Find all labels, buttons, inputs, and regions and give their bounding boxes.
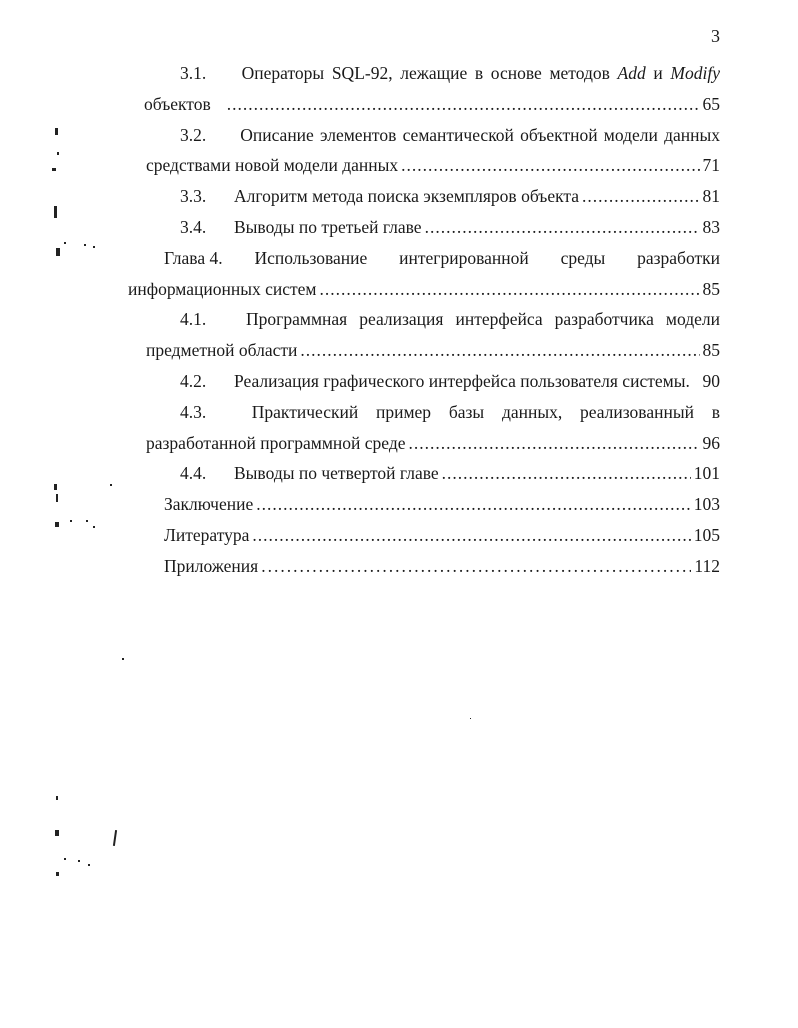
scan-speck: [55, 522, 59, 527]
title-word: данных: [664, 124, 720, 145]
title-word: объектной: [520, 124, 598, 145]
toc-entry-line: [128, 304, 720, 335]
scan-speck: [113, 830, 117, 846]
section-number: 3.1.: [180, 63, 207, 83]
title-text: Реализация графического интерфейса пользователя системы.: [234, 370, 690, 391]
toc-entry-line: [128, 58, 720, 89]
page-ref: 105: [693, 524, 720, 545]
dot-leader: [300, 335, 699, 366]
scan-speck: [56, 248, 60, 256]
title-text: предметной области: [146, 340, 298, 361]
scan-speck: [78, 860, 80, 862]
page-ref: 83: [702, 216, 720, 237]
dot-leader: [409, 428, 700, 459]
dot-leader: [261, 551, 691, 582]
title-text: Алгоритм метода поиска экземпляров объекта: [234, 186, 580, 207]
title-word: в: [474, 63, 484, 83]
toc-entry-line: [128, 366, 720, 397]
scan-speck: [56, 872, 59, 876]
toc-entry-3-2[interactable]: [128, 120, 720, 182]
title-text: Заключение: [164, 494, 254, 515]
toc-entry-line: [128, 89, 720, 120]
title-word: среды: [560, 247, 606, 268]
scan-speck: [110, 484, 112, 486]
scan-speck: [55, 830, 59, 836]
page-ref: 103: [693, 494, 720, 515]
section-number: 4.4.: [180, 463, 207, 484]
toc-entry-line: [128, 397, 720, 428]
title-word: семантической: [402, 124, 514, 145]
section-number: 4.3.: [180, 401, 207, 422]
title-text: Приложения: [164, 555, 259, 576]
scan-speck: [55, 128, 58, 135]
title-text: разработанной программной среде: [146, 432, 406, 453]
scan-speck: [88, 864, 90, 866]
scan-speck: [56, 494, 58, 502]
toc-entry-4-3[interactable]: [128, 397, 720, 459]
page-ref: 96: [702, 432, 720, 453]
title-word: Программная: [246, 309, 348, 330]
title-word: разработчика: [554, 309, 654, 330]
page-ref: 112: [694, 555, 720, 576]
title-word: интерфейса: [455, 309, 543, 330]
toc-entry-line: [128, 551, 720, 582]
toc-entry-3-4[interactable]: [128, 212, 720, 243]
toc-entry-4-4[interactable]: [128, 458, 720, 489]
title-text: Выводы по третьей главе: [234, 216, 422, 237]
page-ref: 85: [702, 340, 720, 361]
title-word: базы: [448, 401, 485, 422]
page-ref: 81: [702, 186, 720, 207]
page-ref: 71: [702, 155, 720, 176]
dot-leader: [227, 89, 700, 120]
dot-leader: [320, 274, 700, 305]
toc-entry-line: [128, 335, 720, 366]
table-of-contents: [128, 58, 720, 582]
title-text: Выводы по четвертой главе: [234, 463, 439, 484]
dot-leader: [582, 181, 699, 212]
title-word: разработки: [637, 247, 720, 268]
toc-entry-chapter-4[interactable]: [128, 243, 720, 305]
toc-entry-line: [128, 274, 720, 305]
page-ref: 101: [693, 463, 720, 484]
toc-entry-conclusion[interactable]: [128, 489, 720, 520]
scan-speck: [52, 168, 56, 171]
title-word: данных,: [501, 401, 563, 422]
section-number: 3.4.: [180, 216, 207, 237]
toc-entry-line: [128, 458, 720, 489]
title-text: Литература: [164, 524, 250, 545]
page-ref: 65: [702, 93, 720, 114]
title-word-italic: Modify: [670, 63, 720, 83]
toc-entry-line: [128, 181, 720, 212]
dot-leader: [442, 458, 691, 489]
dot-leader: [252, 520, 690, 551]
scan-speck: [122, 658, 124, 660]
title-word: реализованный: [580, 401, 694, 422]
page-number: 3: [711, 26, 720, 46]
section-number: 3.2.: [180, 124, 207, 145]
page-ref: 85: [702, 278, 720, 299]
scan-speck: [54, 484, 57, 490]
title-text: информационных систем: [128, 278, 317, 299]
dot-leader: [256, 489, 691, 520]
chapter-label: Глава 4.: [164, 247, 223, 268]
title-word: Описание: [240, 124, 314, 145]
scan-speck: [57, 152, 59, 155]
toc-entry-line: [128, 150, 720, 181]
title-word: модели: [665, 309, 720, 330]
scan-speck: [86, 520, 88, 522]
scan-speck: [84, 244, 86, 246]
toc-entry-line: [128, 243, 720, 274]
title-word: интегрированной: [399, 247, 529, 268]
title-word: основе: [490, 63, 542, 83]
section-number: 4.2.: [180, 370, 207, 391]
toc-entry-line: [128, 489, 720, 520]
scan-speck: [54, 206, 57, 218]
scan-speck: [470, 718, 471, 719]
toc-entry-4-1[interactable]: [128, 304, 720, 366]
title-word: пример: [375, 401, 432, 422]
scan-speck: [64, 858, 66, 860]
title-word: Использование: [254, 247, 368, 268]
scan-speck: [64, 242, 66, 244]
toc-entry-4-2[interactable]: [128, 366, 720, 397]
toc-entry-3-3[interactable]: [128, 181, 720, 212]
toc-entry-line: [128, 120, 720, 151]
title-text: средствами новой модели данных: [146, 155, 399, 176]
title-word: и: [653, 63, 663, 83]
dot-leader: [401, 150, 699, 181]
dot-leader: [425, 212, 700, 243]
title-word: Практический: [251, 401, 359, 422]
title-word: Операторы: [241, 63, 325, 83]
title-word: SQL-92,: [331, 63, 393, 83]
toc-entry-line: [128, 520, 720, 551]
title-word: лежащие: [400, 63, 468, 83]
page-ref: 90: [702, 370, 720, 391]
title-word: элементов: [320, 124, 397, 145]
section-number: 4.1.: [180, 309, 207, 330]
toc-entry-3-1[interactable]: [128, 58, 720, 120]
title-text: объектов: [144, 93, 211, 114]
title-word: реализация: [359, 309, 444, 330]
title-word: модели: [603, 124, 658, 145]
toc-entry-line: [128, 428, 720, 459]
title-word: в: [711, 401, 720, 422]
title-word: методов: [549, 63, 610, 83]
scan-speck: [56, 796, 58, 800]
toc-entry-literature[interactable]: [128, 520, 720, 551]
toc-entry-line: [128, 212, 720, 243]
title-word-italic: Add: [617, 63, 646, 83]
scan-speck: [70, 520, 72, 522]
scan-speck: [93, 526, 95, 528]
scan-speck: [93, 246, 95, 248]
section-number: 3.3.: [180, 186, 207, 207]
toc-entry-appendices[interactable]: [128, 551, 720, 582]
